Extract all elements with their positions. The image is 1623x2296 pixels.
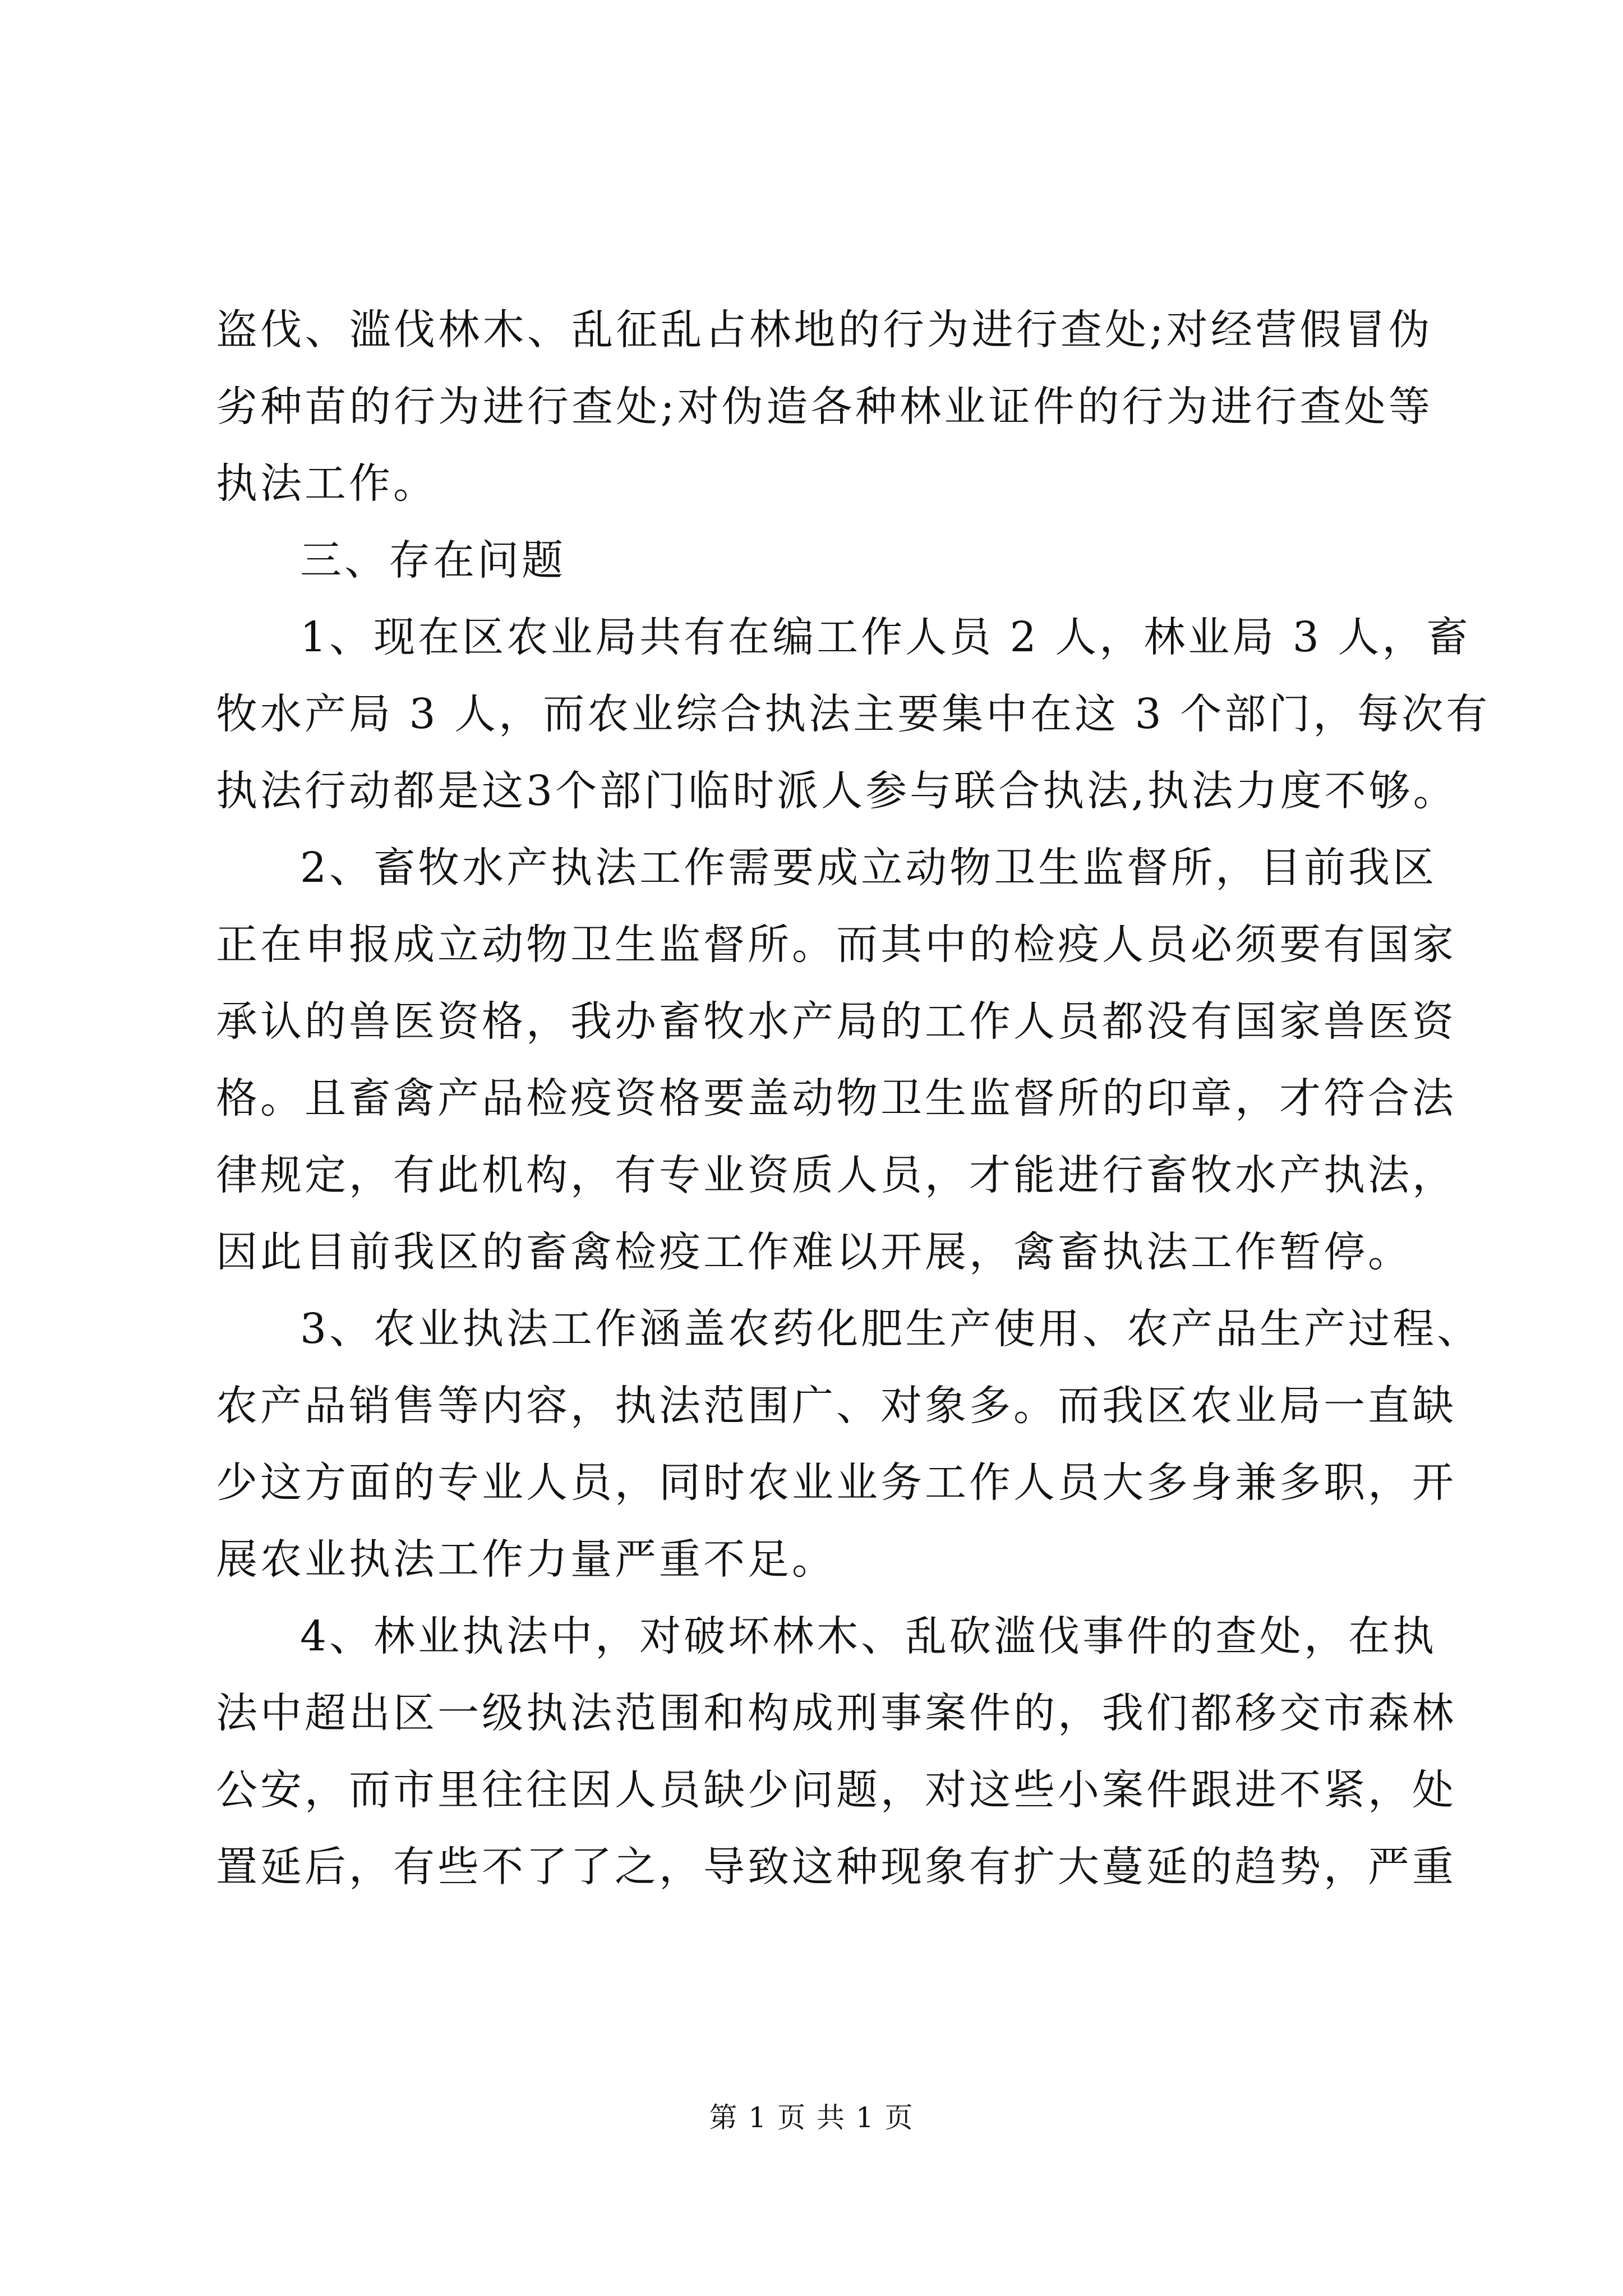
text-line: 2、畜牧水产执法工作需要成立动物卫生监督所，目前我区 (300, 844, 1437, 892)
text-line: 公安，而市里往往因人员缺少问题，对这些小案件跟进不紧，处 (216, 1766, 1456, 1814)
text-line: 3、农业执法工作涵盖农药化肥生产使用、农产品生产过程、 (300, 1305, 1482, 1353)
text-line: 格。且畜禽产品检疫资格要盖动物卫生监督所的印章，才符合法 (216, 1074, 1456, 1122)
text-line: 承认的兽医资格，我办畜牧水产局的工作人员都没有国家兽医资 (216, 997, 1456, 1046)
page-footer: 第 1 页 共 1 页 (709, 2101, 914, 2134)
document-body (216, 292, 1491, 1906)
text-line: 正在申报成立动物卫生监督所。而其中的检疫人员必须要有国家 (216, 921, 1456, 969)
text-line: 1、现在区农业局共有在编工作人员 2 人，林业局 3 人，畜 (300, 613, 1471, 661)
text-line: 律规定，有此机构，有专业资质人员，才能进行畜牧水产执法， (216, 1151, 1456, 1199)
text-line: 因此目前我区的畜禽检疫工作难以开展，禽畜执法工作暂停。 (216, 1228, 1412, 1276)
text-line: 置延后，有些不了了之，导致这种现象有扩大蔓延的趋势，严重 (216, 1843, 1456, 1891)
section-heading: 三、存在问题 (300, 536, 566, 585)
text-line: 农产品销售等内容，执法范围广、对象多。而我区农业局一直缺 (216, 1382, 1456, 1430)
text-line: 少这方面的专业人员，同时农业业务工作人员大多身兼多职，开 (216, 1458, 1456, 1507)
text-line: 4、林业执法中，对破坏林木、乱砍滥伐事件的查处，在执 (300, 1612, 1437, 1660)
text-line: 展农业执法工作力量严重不足。 (216, 1535, 836, 1584)
text-line: 法中超出区一级执法范围和构成刑事案件的，我们都移交市森林 (216, 1689, 1456, 1737)
text-line: 劣种苗的行为进行查处;对伪造各种林业证件的行为进行查处等 (216, 383, 1433, 431)
text-line: 执法工作。 (216, 459, 437, 508)
text-line: 盗伐、滥伐林木、乱征乱占林地的行为进行查处;对经营假冒伪 (216, 306, 1433, 354)
text-line: 执法行动都是这3个部门临时派人参与联合执法,执法力度不够。 (216, 767, 1458, 815)
text-line: 牧水产局 3 人，而农业综合执法主要集中在这 3 个部门，每次有 (216, 690, 1491, 738)
